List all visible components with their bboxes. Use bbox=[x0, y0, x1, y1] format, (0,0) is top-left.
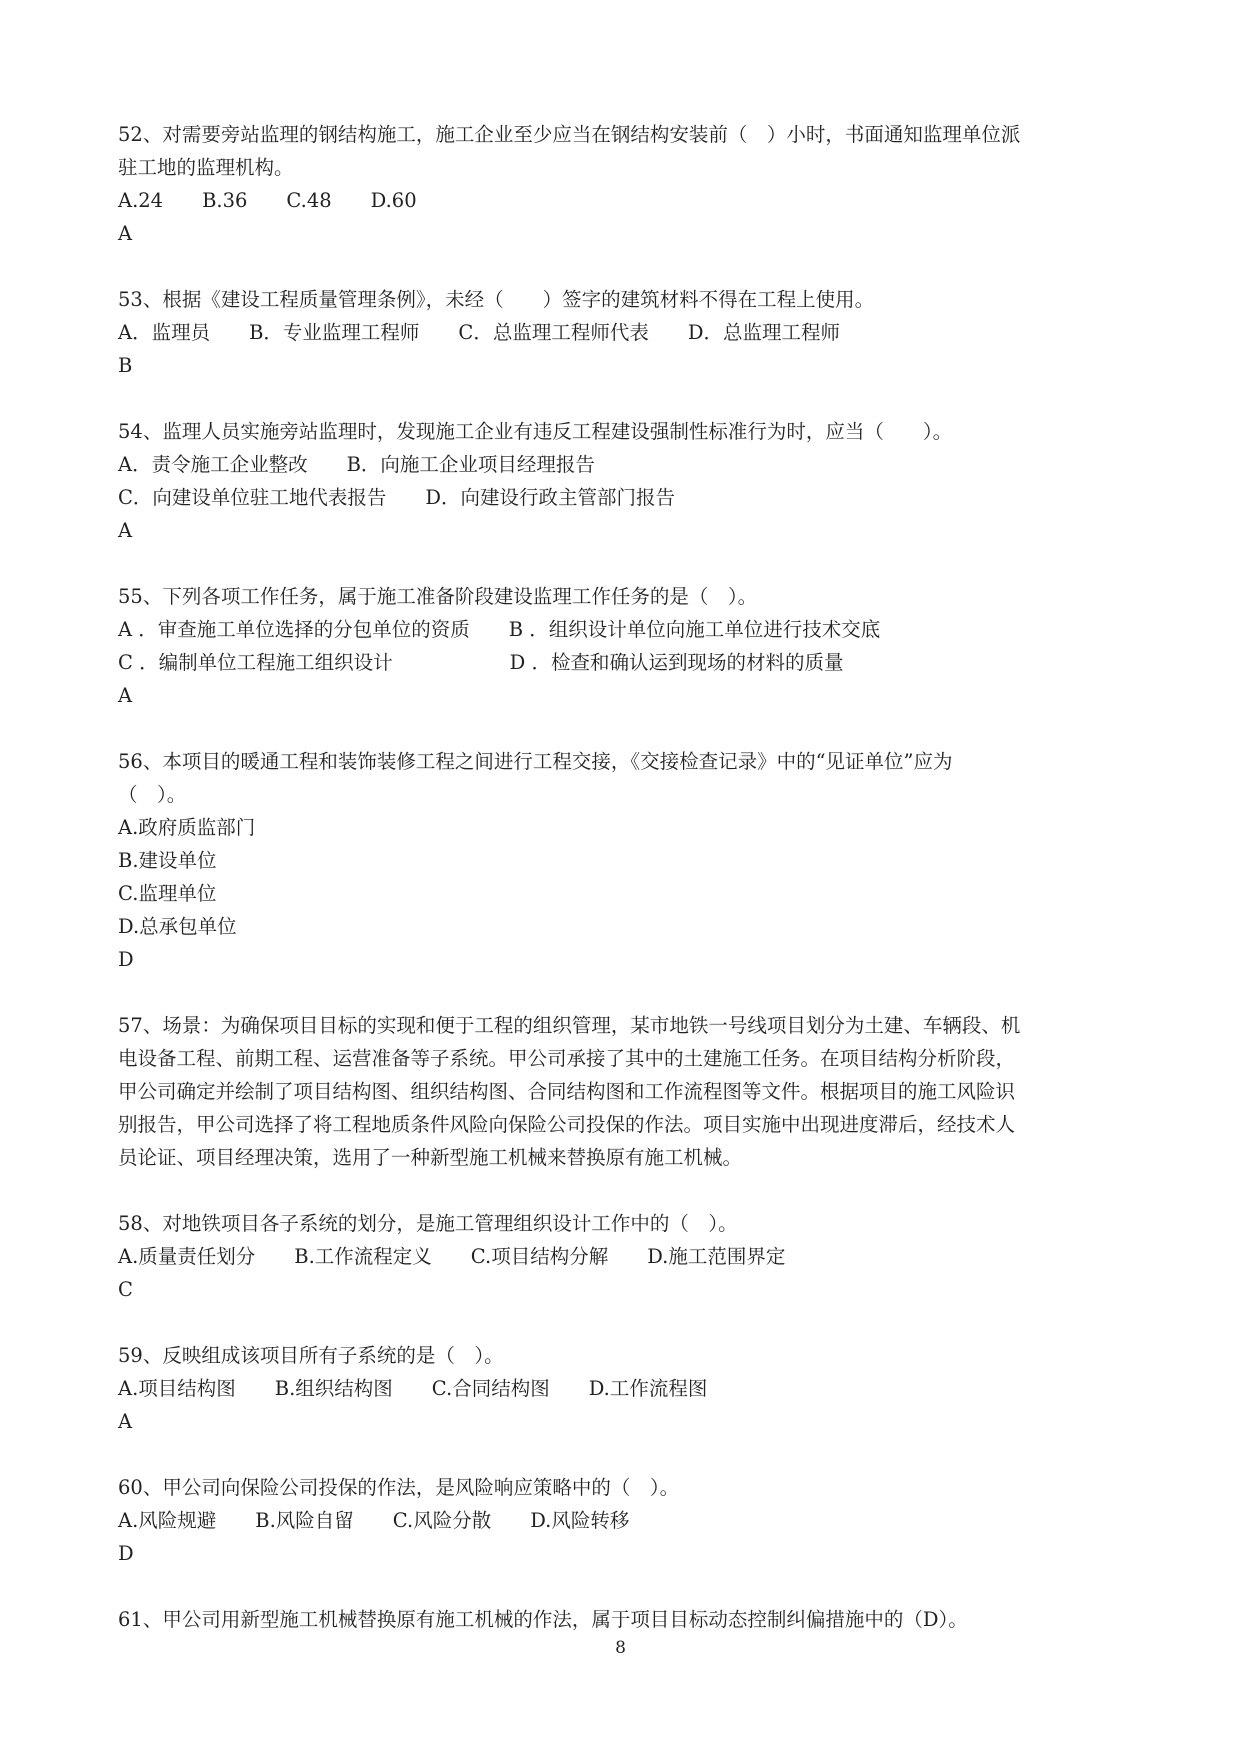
answer: C bbox=[118, 1278, 133, 1301]
question-text: 55、下列各项工作任务，属于施工准备阶段建设监理工作任务的是（ ）。 bbox=[118, 585, 758, 608]
question-line: A.质量责任划分 B.工作流程定义 C.项目结构分解 D.施工范围界定 bbox=[118, 1245, 786, 1268]
answer: A bbox=[118, 519, 133, 542]
question-line: C ．编制单位工程施工组织设计 D ．检查和确认运到现场的材料的质量 bbox=[118, 651, 844, 674]
question-line: A ．审查施工单位选择的分包单位的资质 B ．组织设计单位向施工单位进行技术交底 bbox=[118, 618, 881, 641]
question-line: A.风险规避 B.风险自留 C.风险分散 D.风险转移 bbox=[118, 1509, 630, 1532]
page-number: 8 bbox=[615, 1638, 626, 1658]
question-text: 56、本项目的暖通工程和装饰装修工程之间进行工程交接，《交接检查记录》中的“见证单位”应为 bbox=[118, 750, 953, 773]
question-text: 54、监理人员实施旁站监理时，发现施工企业有违反工程建设强制性标准行为时，应当（ ）。 bbox=[118, 420, 953, 443]
question-line: A．责令施工企业整改 B．向施工企业项目经理报告 bbox=[118, 453, 595, 476]
question-block bbox=[118, 1603, 1128, 1636]
question-text: 57、场景：为确保项目目标的实现和便于工程的组织管理，某市地铁一号线项目划分为土建、车辆段、机 bbox=[118, 1014, 1021, 1037]
question-block bbox=[118, 580, 1128, 712]
answer: A bbox=[118, 222, 133, 245]
question-text: 52、对需要旁站监理的钢结构施工，施工企业至少应当在钢结构安装前（ ）小时，书面通知监理单位派 bbox=[118, 123, 1021, 146]
question-line: A.项目结构图 B.组织结构图 C.合同结构图 D.工作流程图 bbox=[118, 1377, 708, 1400]
question-block bbox=[118, 745, 1128, 976]
question-text: 59、反映组成该项目所有子系统的是（ ）。 bbox=[118, 1344, 504, 1367]
question-list bbox=[118, 118, 1128, 1669]
question-block bbox=[118, 1009, 1128, 1174]
question-line: 电设备工程、前期工程、运营准备等子系统。甲公司承接了其中的土建施工任务。在项目结构分析阶段， bbox=[118, 1047, 1016, 1070]
answer: D bbox=[118, 948, 134, 971]
question-line: A.24 B.36 C.48 D.60 bbox=[118, 189, 417, 212]
answer: D bbox=[118, 1542, 134, 1565]
question-line: 甲公司确定并绘制了项目结构图、组织结构图、合同结构图和工作流程图等文件。根据项目的施工风险识 bbox=[118, 1080, 1016, 1103]
question-text: 60、甲公司向保险公司投保的作法，是风险响应策略中的（ ）。 bbox=[118, 1476, 680, 1499]
answer: A bbox=[118, 1410, 133, 1433]
question-block bbox=[118, 1471, 1128, 1570]
question-block bbox=[118, 415, 1128, 547]
question-line: D.总承包单位 bbox=[118, 915, 237, 938]
question-line: B.建设单位 bbox=[118, 849, 217, 872]
question-line: C.监理单位 bbox=[118, 882, 217, 905]
question-block bbox=[118, 283, 1128, 382]
question-text: 53、根据《建设工程质量管理条例》，未经（ ）签字的建筑材料不得在工程上使用。 bbox=[118, 288, 875, 311]
question-line: A.政府质监部门 bbox=[118, 816, 256, 839]
question-block bbox=[118, 1207, 1128, 1306]
question-line: 驻工地的监理机构。 bbox=[118, 156, 294, 179]
question-line: 别报告，甲公司选择了将工程地质条件风险向保险公司投保的作法。项目实施中出现进度滞后，经技术人 bbox=[118, 1113, 1016, 1136]
question-line: A．监理员 B．专业监理工程师 C．总监理工程师代表 D．总监理工程师 bbox=[118, 321, 840, 344]
answer: B bbox=[118, 354, 133, 377]
question-text: 61、甲公司用新型施工机械替换原有施工机械的作法，属于项目目标动态控制纠偏措施中的（D）。 bbox=[118, 1608, 968, 1631]
question-block bbox=[118, 1339, 1128, 1438]
answer: A bbox=[118, 684, 133, 707]
question-line: （ ）。 bbox=[118, 783, 187, 806]
question-line: 员论证、项目经理决策，选用了一种新型施工机械来替换原有施工机械。 bbox=[118, 1146, 743, 1169]
question-text: 58、对地铁项目各子系统的划分，是施工管理组织设计工作中的（ ）。 bbox=[118, 1212, 738, 1235]
question-block bbox=[118, 118, 1128, 250]
question-line: C．向建设单位驻工地代表报告 D．向建设行政主管部门报告 bbox=[118, 486, 676, 509]
